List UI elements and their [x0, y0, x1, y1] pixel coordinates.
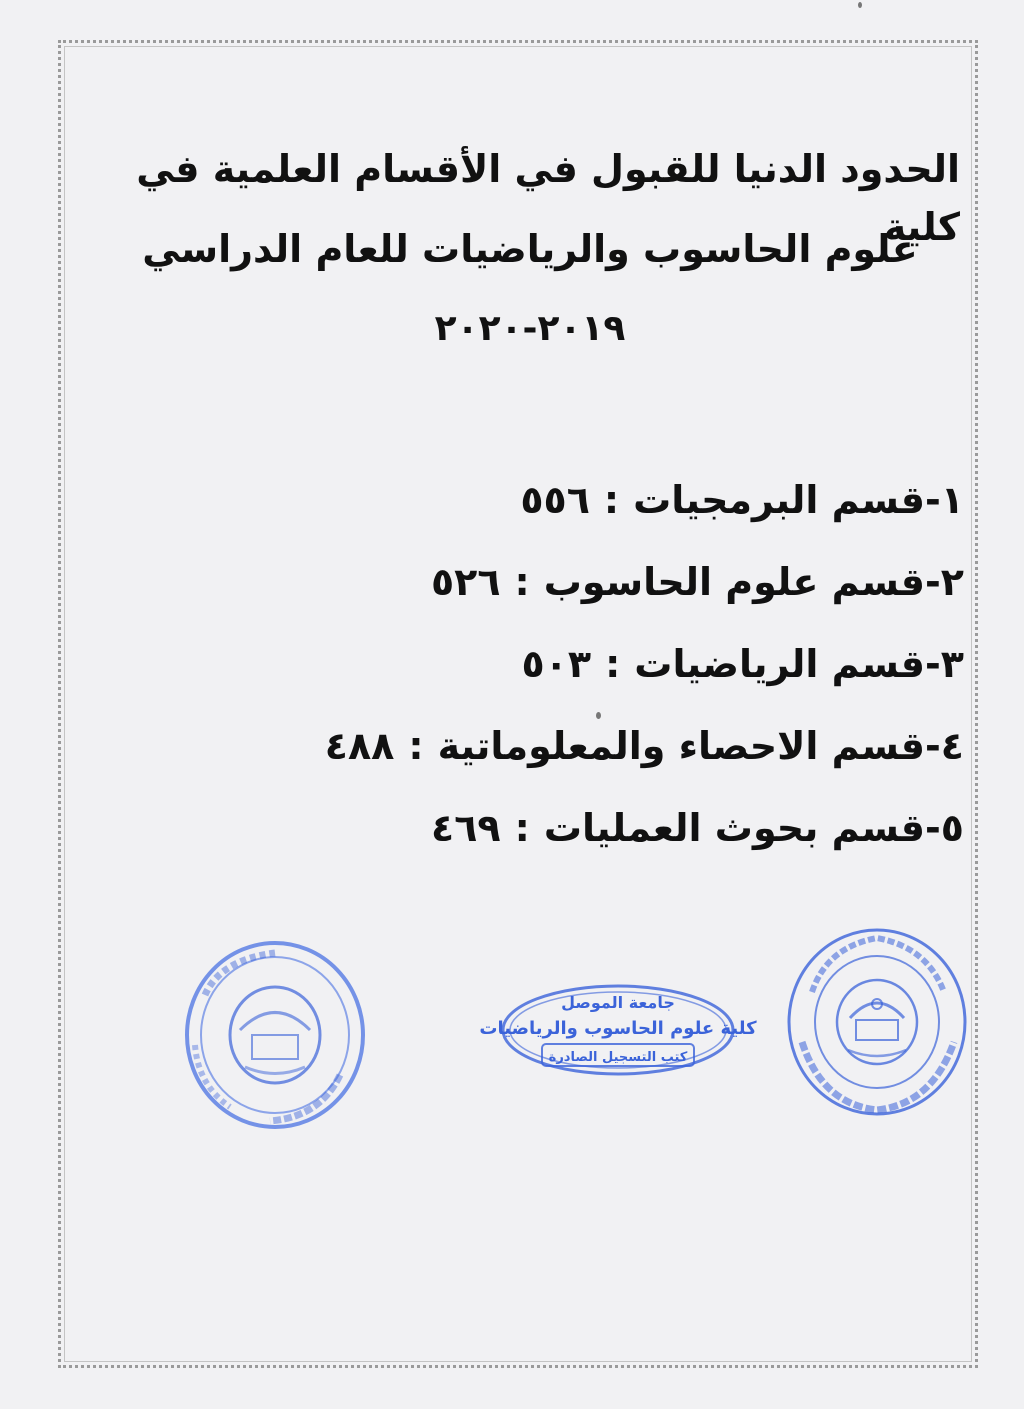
department-list: [164, 478, 964, 888]
minimum-score: ٥٢٦: [430, 560, 501, 604]
paper-speck: [596, 712, 601, 719]
department-item: [164, 642, 964, 724]
minimum-score: ٤٨٨: [324, 724, 395, 768]
separator-colon: :: [408, 724, 424, 768]
department-item: [164, 806, 964, 888]
title-line-2: علوم الحاسوب والرياضيات للعام الدراسي: [142, 227, 918, 271]
separator-colon: :: [603, 478, 620, 522]
academic-year: ٢٠١٩-٢٠٢٠: [434, 308, 626, 349]
paper-speck: [858, 2, 862, 8]
department-label: ١-قسم البرمجيات: [633, 478, 964, 522]
public-relations-seal: [782, 922, 972, 1122]
minimum-score: ٤٦٩: [431, 806, 501, 850]
department-label: ٥-قسم بحوث العمليات: [543, 806, 964, 850]
minimum-score: ٥٠٣: [521, 642, 592, 686]
department-item: [164, 478, 964, 560]
department-item: [164, 724, 964, 806]
stamp-university: جامعة الموصل: [561, 993, 675, 1012]
stamp-registry: كتب التسجيل الصادرة: [548, 1050, 688, 1065]
title-line-1: الحدود الدنيا للقبول في الأقسام العلمية في كلية: [136, 147, 960, 249]
separator-colon: :: [514, 560, 530, 604]
department-item: [164, 560, 964, 642]
department-label: ٢-قسم علوم الحاسوب: [543, 560, 964, 604]
separator-colon: :: [514, 806, 530, 850]
registration-stamp: [479, 982, 757, 1082]
document-title: [100, 140, 960, 380]
department-label: ٣-قسم الرياضيات: [634, 642, 964, 686]
faded-round-seal-stamp: [180, 935, 370, 1135]
minimum-score: ٥٥٦: [520, 478, 590, 522]
department-label: ٤-قسم الاحصاء والمعلوماتية: [437, 724, 964, 768]
stamp-college: كلية علوم الحاسوب والرياضيات: [479, 1018, 757, 1039]
separator-colon: :: [605, 642, 621, 686]
